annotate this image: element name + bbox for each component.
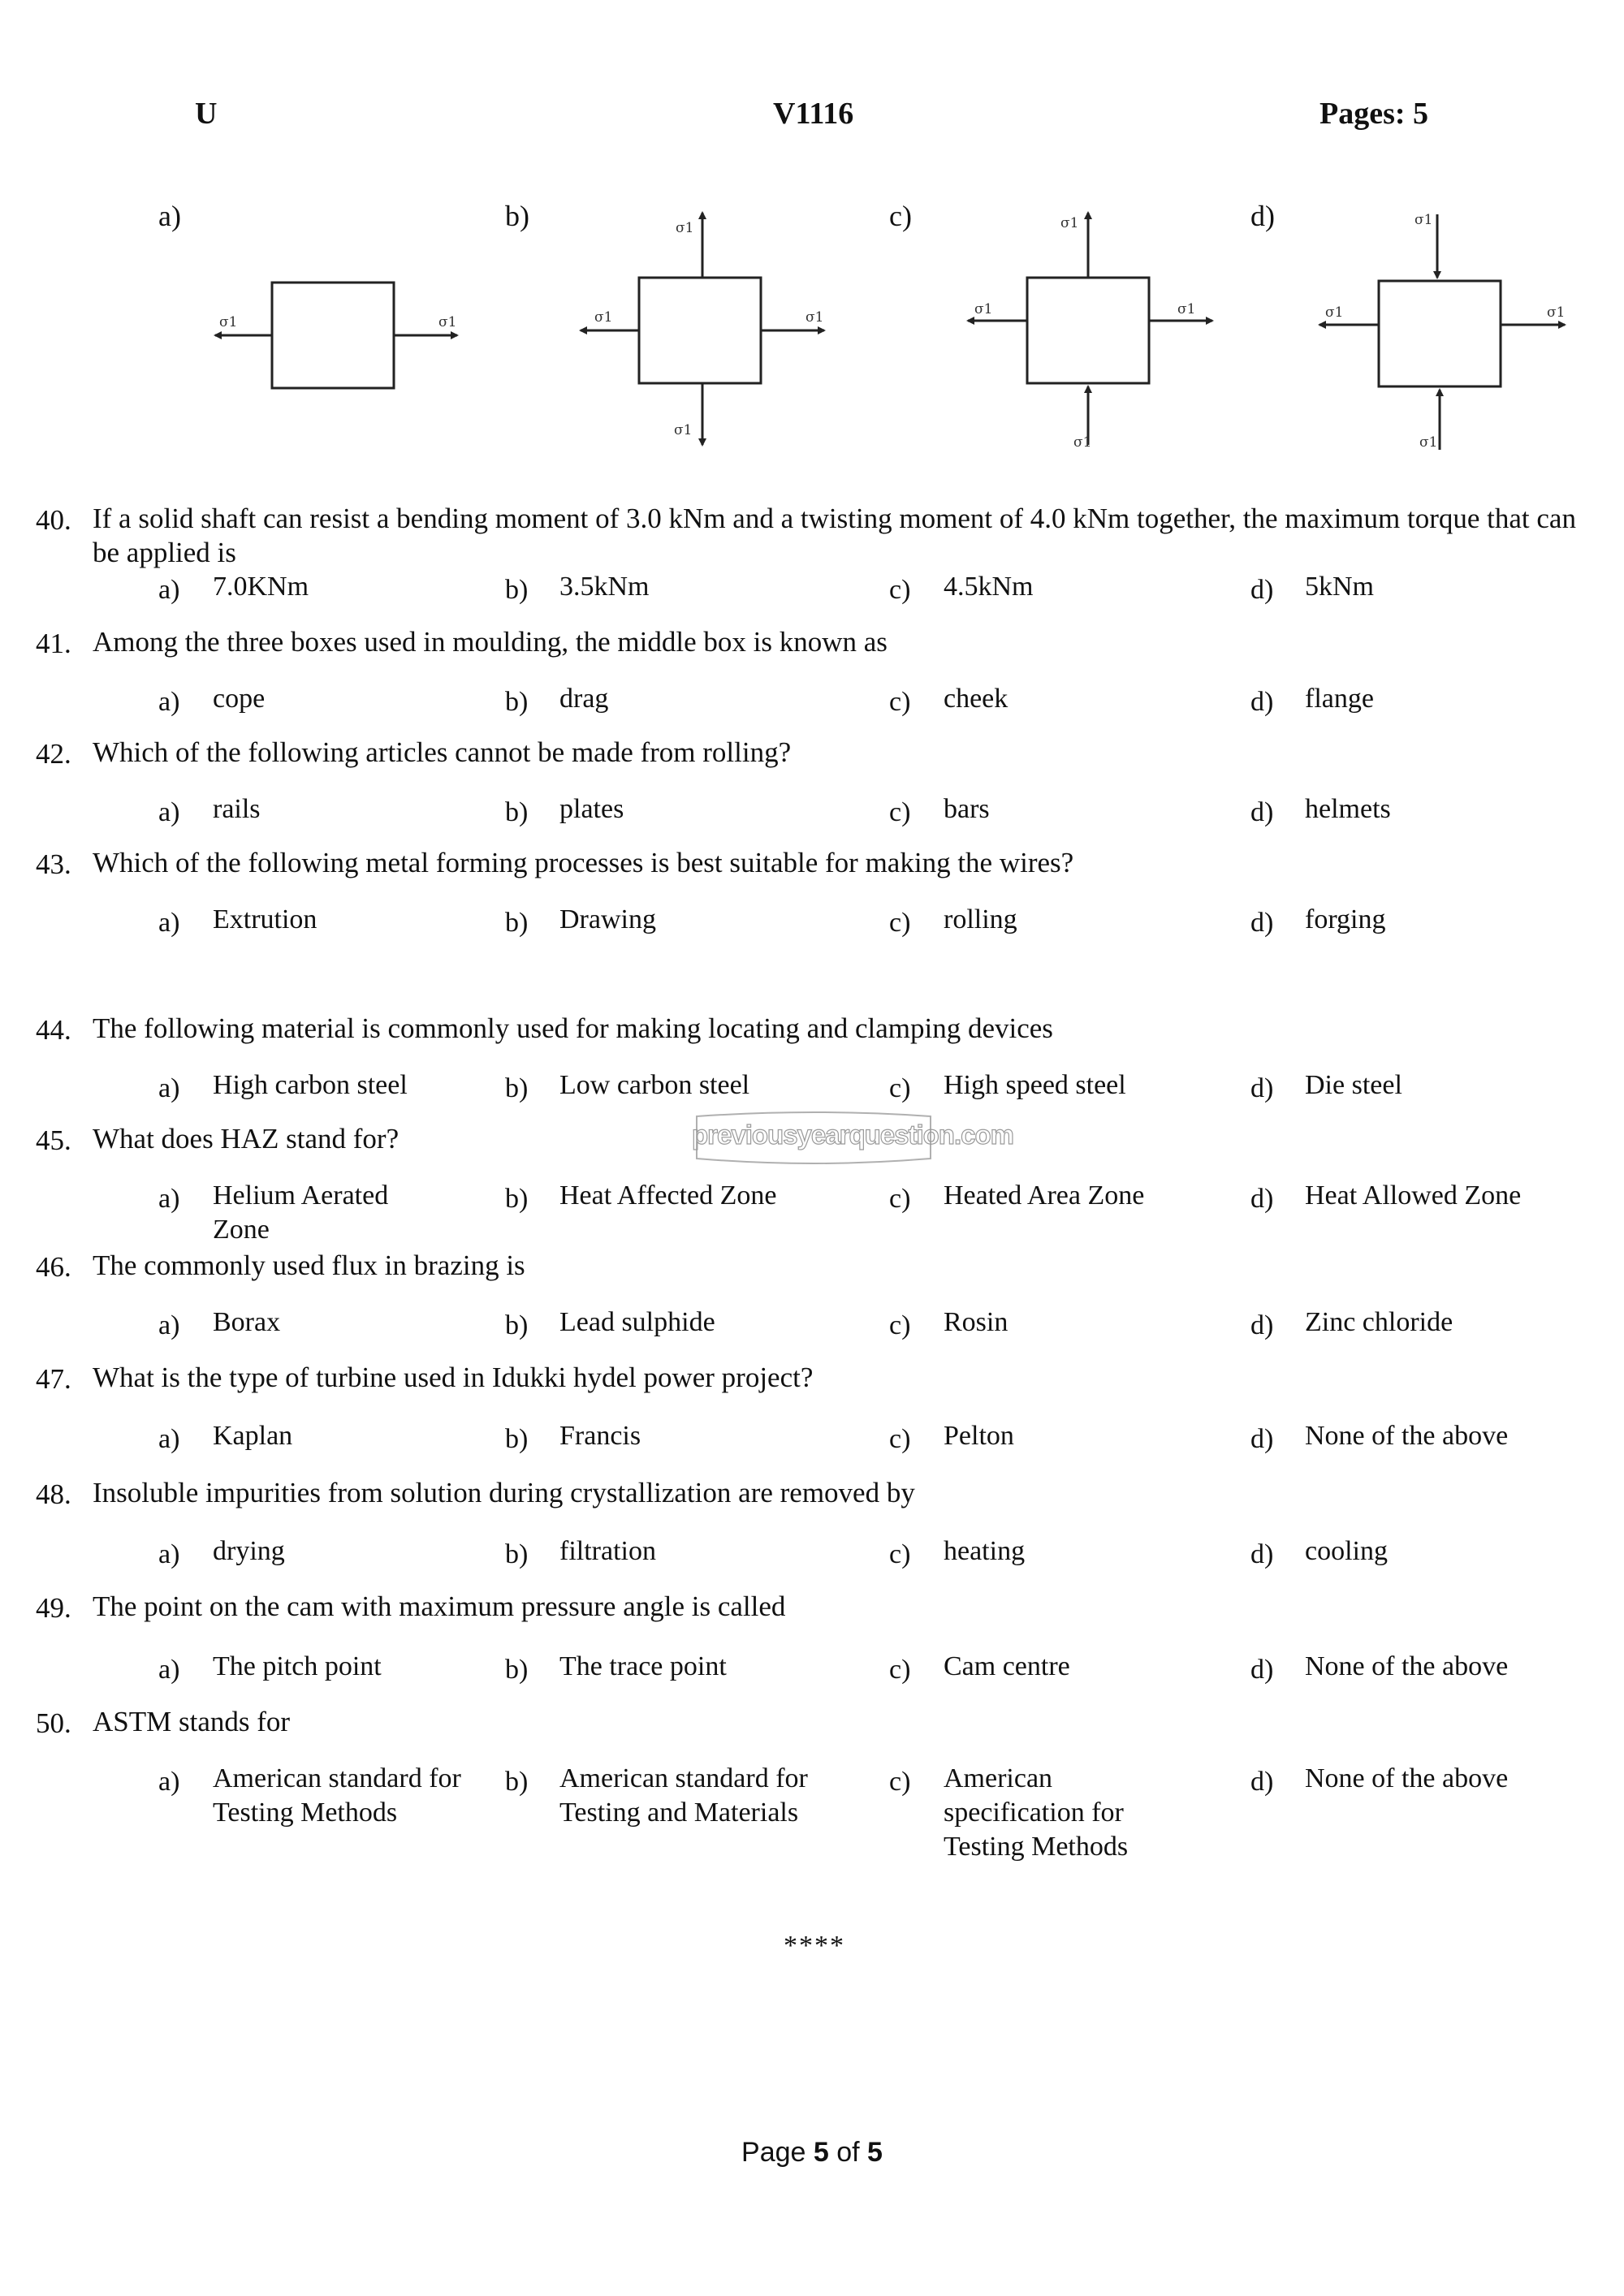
question-text: The following material is commonly used for making locating and clamping devices [93, 1012, 1053, 1044]
option-text: 5kNm [1305, 572, 1374, 602]
option-text: Lead sulphide [559, 1307, 715, 1337]
option-label: b) [505, 1539, 529, 1569]
option-label: d) [1250, 1073, 1274, 1103]
option-text: Drawing [559, 904, 656, 934]
option-text: cope [213, 684, 266, 714]
diagram-c [968, 213, 1212, 451]
sigma-label: σ1 [1177, 301, 1196, 317]
option-text: Helium Aerated Zone [213, 1180, 389, 1245]
question-number: 46. [36, 1251, 71, 1283]
page-footer [0, 2137, 1624, 2169]
diagram-b [581, 213, 824, 445]
option-label: a) [158, 1767, 180, 1797]
option-label: b) [505, 1073, 529, 1103]
option-text: helmets [1305, 794, 1391, 824]
option-label: c) [889, 1539, 911, 1569]
question-text: Which of the following articles cannot be made from rolling? [93, 736, 792, 768]
figure-option-c-label: c) [889, 200, 912, 232]
sigma-label: σ1 [806, 309, 824, 326]
option-text: Rosin [944, 1307, 1009, 1337]
stress-element-diagrams [0, 203, 1624, 463]
option-text: filtration [559, 1536, 656, 1566]
footer-prefix: Page [741, 2137, 814, 2168]
element-box [639, 278, 761, 383]
option-text: cheek [944, 684, 1009, 714]
option-label: a) [158, 1655, 180, 1685]
question-number: 44. [36, 1014, 71, 1046]
option-label: b) [505, 1424, 529, 1454]
element-box [1379, 281, 1501, 386]
option-label: a) [158, 687, 180, 717]
diagram-d [1320, 212, 1565, 451]
question-number: 47. [36, 1363, 71, 1395]
option-label: a) [158, 908, 180, 938]
option-label: d) [1250, 687, 1274, 717]
option-label: c) [889, 575, 911, 605]
option-text: None of the above [1305, 1763, 1509, 1793]
element-box [1027, 278, 1149, 383]
page-count: Pages: 5 [1320, 97, 1429, 131]
question-number: 42. [36, 738, 71, 770]
option-text: American standard for Testing and Materials [559, 1763, 808, 1828]
option-label: d) [1250, 908, 1274, 938]
end-of-paper-mark: **** [784, 1931, 845, 1961]
option-text: Zinc chloride [1305, 1307, 1453, 1337]
option-text: The pitch point [213, 1651, 382, 1681]
sigma-label: σ1 [1073, 434, 1092, 451]
question-text: If a solid shaft can resist a bending moment of 3.0 kNm and a twisting moment of 4.0 kNm together, the maximum torque that can be applied is [93, 503, 1576, 568]
question-number: 40. [36, 504, 71, 536]
sigma-label: σ1 [676, 220, 694, 236]
question-text: Which of the following metal forming processes is best suitable for making the wires? [93, 847, 1074, 878]
option-text: 4.5kNm [944, 572, 1034, 602]
sigma-label: σ1 [219, 314, 238, 330]
option-label: d) [1250, 1310, 1274, 1340]
question-number: 49. [36, 1592, 71, 1624]
option-label: c) [889, 797, 911, 827]
option-text: None of the above [1305, 1421, 1509, 1451]
question-text: The commonly used flux in brazing is [93, 1249, 525, 1281]
option-label: d) [1250, 1184, 1274, 1214]
option-text: heating [944, 1536, 1026, 1566]
option-label: c) [889, 1184, 911, 1214]
option-text: bars [944, 794, 990, 824]
option-label: a) [158, 1184, 180, 1214]
option-text: High carbon steel [213, 1070, 408, 1100]
footer-current-page: 5 [813, 2137, 829, 2168]
option-label: a) [158, 1310, 180, 1340]
question-number: 45. [36, 1124, 71, 1156]
option-label: d) [1250, 1767, 1274, 1797]
figure-option-b-label: b) [505, 200, 529, 232]
option-text: drying [213, 1536, 285, 1566]
option-text: drag [559, 684, 609, 714]
question-text: The point on the cam with maximum pressure angle is called [93, 1590, 786, 1622]
element-box [272, 283, 394, 388]
option-text: The trace point [559, 1651, 727, 1681]
option-label: d) [1250, 1424, 1274, 1454]
option-label: a) [158, 1073, 180, 1103]
option-label: b) [505, 687, 529, 717]
option-label: a) [158, 1424, 180, 1454]
sigma-label: σ1 [438, 314, 457, 330]
option-text: Francis [559, 1421, 641, 1451]
question-number: 41. [36, 628, 71, 659]
question-text: Insoluble impurities from solution during crystallization are removed by [93, 1477, 915, 1508]
sigma-label: σ1 [594, 309, 613, 326]
option-text: plates [559, 794, 624, 824]
option-label: d) [1250, 1539, 1274, 1569]
option-text: 7.0KNm [213, 572, 309, 602]
figure-option-d-label: d) [1250, 200, 1275, 232]
option-label: b) [505, 1310, 529, 1340]
sigma-label: σ1 [974, 301, 993, 317]
sigma-label: σ1 [674, 422, 693, 438]
sigma-label: σ1 [1415, 212, 1433, 228]
option-label: c) [889, 1767, 911, 1797]
option-label: c) [889, 1310, 911, 1340]
paper-code: V1116 [773, 97, 854, 131]
option-label: d) [1250, 797, 1274, 827]
sigma-label: σ1 [1060, 215, 1079, 231]
option-text: forging [1305, 904, 1386, 934]
option-text: Extrution [213, 904, 317, 934]
watermark-text: previousyearquestion.com [692, 1120, 1013, 1150]
option-text: rails [213, 794, 261, 824]
option-label: c) [889, 1424, 911, 1454]
option-text: Heat Allowed Zone [1305, 1180, 1522, 1211]
option-label: c) [889, 687, 911, 717]
question-text: What is the type of turbine used in Idukki hydel power project? [93, 1362, 814, 1393]
option-label: b) [505, 797, 529, 827]
footer-total-pages: 5 [867, 2137, 883, 2168]
option-text: Kaplan [213, 1421, 293, 1451]
question-number: 50. [36, 1707, 71, 1739]
option-text: High speed steel [944, 1070, 1126, 1100]
footer-middle: of [828, 2137, 868, 2168]
option-label: d) [1250, 1655, 1274, 1685]
option-text: 3.5kNm [559, 572, 650, 602]
option-text: American standard for Testing Methods [213, 1763, 461, 1828]
option-text: flange [1305, 684, 1374, 714]
sigma-label: σ1 [1419, 434, 1438, 451]
watermark [692, 1108, 1013, 1173]
option-text: Die steel [1305, 1070, 1402, 1100]
figure-option-a-label: a) [158, 200, 181, 232]
option-label: d) [1250, 575, 1274, 605]
header-left: U [195, 97, 218, 131]
option-label: b) [505, 575, 529, 605]
option-label: a) [158, 797, 180, 827]
question-text: What does HAZ stand for? [93, 1123, 400, 1154]
option-label: c) [889, 1073, 911, 1103]
option-label: a) [158, 575, 180, 605]
option-label: b) [505, 1655, 529, 1685]
option-text: Low carbon steel [559, 1070, 750, 1100]
option-label: b) [505, 908, 529, 938]
sigma-label: σ1 [1547, 304, 1566, 321]
question-text: ASTM stands for [93, 1706, 291, 1737]
option-text: rolling [944, 904, 1017, 934]
option-label: c) [889, 908, 911, 938]
option-text: cooling [1305, 1536, 1388, 1566]
option-text: None of the above [1305, 1651, 1509, 1681]
question-text: Among the three boxes used in moulding, the middle box is known as [93, 626, 888, 658]
option-text: Pelton [944, 1421, 1014, 1451]
sigma-label: σ1 [1325, 304, 1344, 321]
option-label: a) [158, 1539, 180, 1569]
option-text: Cam centre [944, 1651, 1070, 1681]
option-text: Heated Area Zone [944, 1180, 1145, 1211]
option-text: Heat Affected Zone [559, 1180, 777, 1211]
option-text: Borax [213, 1307, 281, 1337]
question-number: 48. [36, 1478, 71, 1510]
option-text: American specification for Testing Methods [944, 1763, 1129, 1862]
diagram-a [215, 283, 457, 388]
option-label: c) [889, 1655, 911, 1685]
option-label: b) [505, 1767, 529, 1797]
option-label: b) [505, 1184, 529, 1214]
question-number: 43. [36, 848, 71, 880]
